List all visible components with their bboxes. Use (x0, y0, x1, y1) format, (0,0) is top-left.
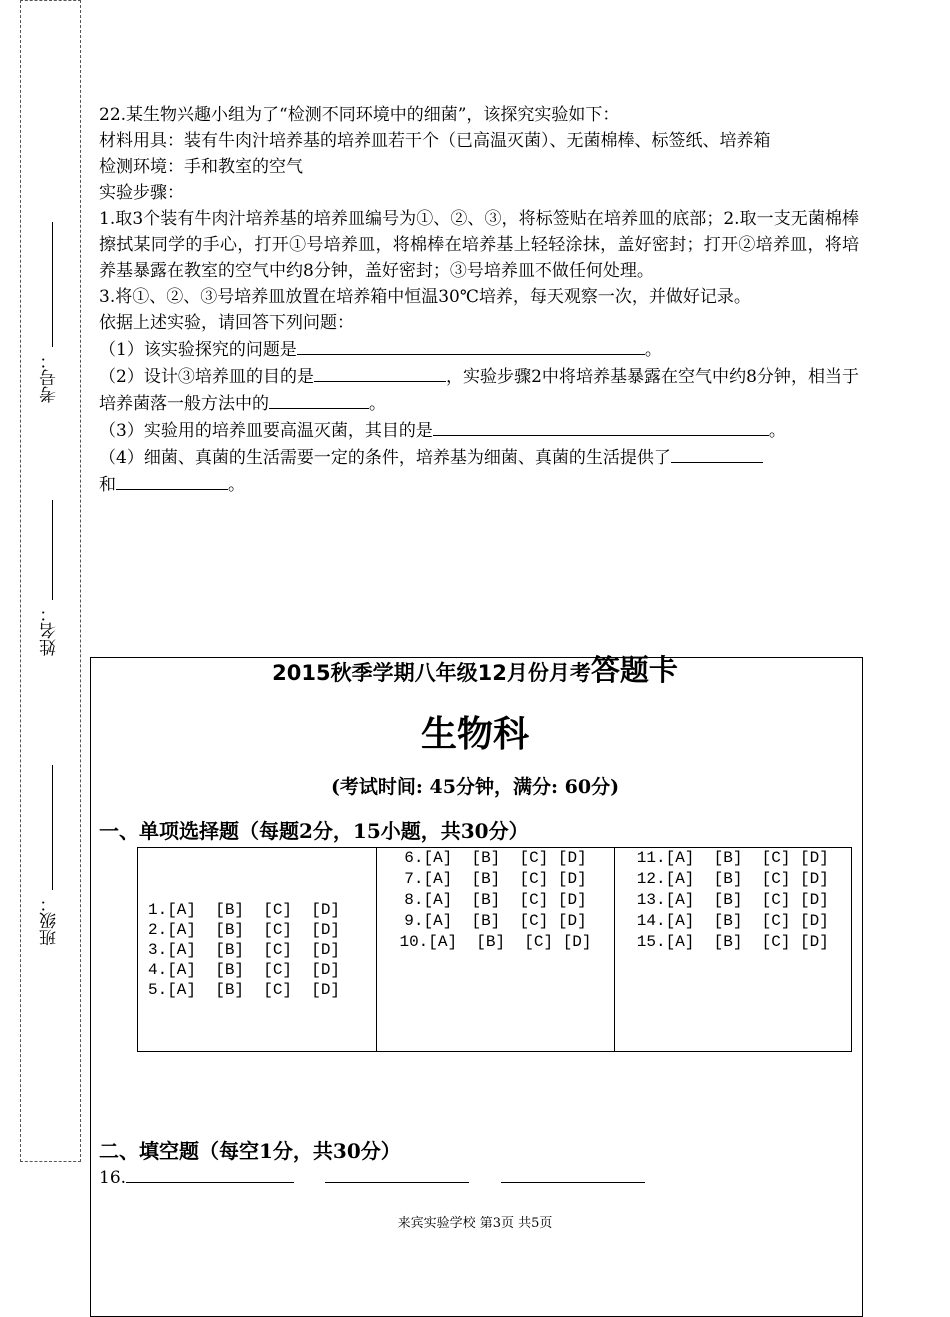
answer-blank[interactable] (501, 1164, 645, 1183)
answer-blank[interactable] (126, 1164, 294, 1183)
q22-step3: 3.将①、②、③号培养皿放置在培养箱中恒温30℃培养，每天观察一次，并做好记录。 (99, 287, 751, 307)
answer-blank[interactable] (433, 417, 769, 436)
q22-step1: 1.取3个装有牛肉汁培养基的培养皿编号为①、②、③，将标签贴在培养皿的底部；2.取一支无菌棉棒擦拭某同学的手心，打开①号培养皿，将棉棒在培养基上轻轻涂抹，盖好密封；打开②培养皿，将培养基暴露在教室的空气中约8分钟，盖好密封；③号培养皿不做任何处理。 (99, 209, 859, 281)
answer-blank[interactable] (116, 471, 228, 490)
choice-row[interactable]: 6.[A] [B] [C] [D] (404, 849, 587, 867)
binding-strip (20, 0, 81, 1162)
name-label: 姓名： (40, 605, 60, 656)
choice-column-2 (377, 848, 614, 1051)
answer-blank[interactable] (671, 444, 763, 463)
question-22 (99, 102, 859, 498)
q22-sub4: （4）细菌、真菌的生活需要一定的条件，培养基为细菌、真菌的生活提供了 和 。 (99, 444, 859, 498)
answer-blank[interactable] (325, 1164, 469, 1183)
choice-row[interactable]: 5.[A] [B] [C] [D] (148, 980, 341, 999)
choice-row[interactable]: 2.[A] [B] [C] [D] (148, 920, 341, 939)
exam-number-line (52, 222, 53, 347)
card-title: 2015秋季学期八年级12月份月考答题卡 (272, 653, 678, 687)
answer-blank[interactable] (314, 363, 446, 382)
subject-title: 生物科 (420, 714, 529, 755)
section-2-heading: 二、填空题（每空1分，共30分） (99, 1139, 401, 1163)
choice-row[interactable]: 3.[A] [B] [C] [D] (148, 940, 341, 959)
choice-row[interactable]: 9.[A] [B] [C] [D] (404, 912, 587, 930)
q22-materials: 材料用具：装有牛肉汁培养基的培养皿若干个（已高温灭菌）、无菌棉棒、标签纸、培养箱 (99, 131, 771, 151)
question-16-answer: 16. (99, 1164, 645, 1188)
choice-row[interactable]: 8.[A] [B] [C] [D] (404, 891, 587, 909)
choice-row[interactable]: 11.[A] [B] [C] [D] (636, 849, 829, 867)
exam-info: (考试时间: 45分钟，满分: 60分) (330, 776, 620, 798)
choice-row[interactable]: 4.[A] [B] [C] [D] (148, 960, 341, 979)
choice-column-3 (615, 848, 851, 1051)
choice-row[interactable]: 14.[A] [B] [C] [D] (636, 912, 829, 930)
class-label: 班级： (40, 895, 60, 946)
q22-intro: 22.某生物兴趣小组为了“检测不同环境中的细菌”，该探究实验如下： (99, 105, 620, 125)
choice-row[interactable]: 7.[A] [B] [C] [D] (404, 870, 587, 888)
q22-sub1: （1）该实验探究的问题是 。 (99, 336, 859, 363)
choice-row[interactable]: 12.[A] [B] [C] [D] (636, 870, 829, 888)
answer-blank[interactable] (269, 390, 369, 409)
choice-row[interactable]: 13.[A] [B] [C] [D] (636, 891, 829, 909)
choice-row[interactable]: 1.[A] [B] [C] [D] (148, 900, 341, 919)
q22-steps-label: 实验步骤： (99, 183, 184, 203)
section-1-heading: 一、单项选择题（每题2分，15小题，共30分） (99, 819, 529, 843)
choice-row[interactable]: 15.[A] [B] [C] [D] (636, 933, 829, 951)
choice-column-1 (138, 848, 377, 1051)
q22-sub2: （2）设计③培养皿的目的是 ，实验步骤2中将培养基暴露在空气中约8分钟，相当于培养菌落一般方法中的 。 (99, 363, 859, 417)
q22-environment: 检测环境：手和教室的空气 (99, 157, 303, 177)
choice-answer-table (137, 847, 852, 1052)
page-footer: 来宾实验学校 第3页 共5页 (397, 1216, 553, 1231)
exam-number-label: 考号： (40, 352, 60, 403)
answer-blank[interactable] (297, 336, 645, 355)
name-line (52, 500, 53, 600)
q22-sub3: （3）实验用的培养皿要高温灭菌，其目的是 。 (99, 417, 859, 444)
q22-prompt: 依据上述实验，请回答下列问题： (99, 313, 354, 333)
choice-row[interactable]: 10.[A] [B] [C] [D] (399, 933, 592, 951)
